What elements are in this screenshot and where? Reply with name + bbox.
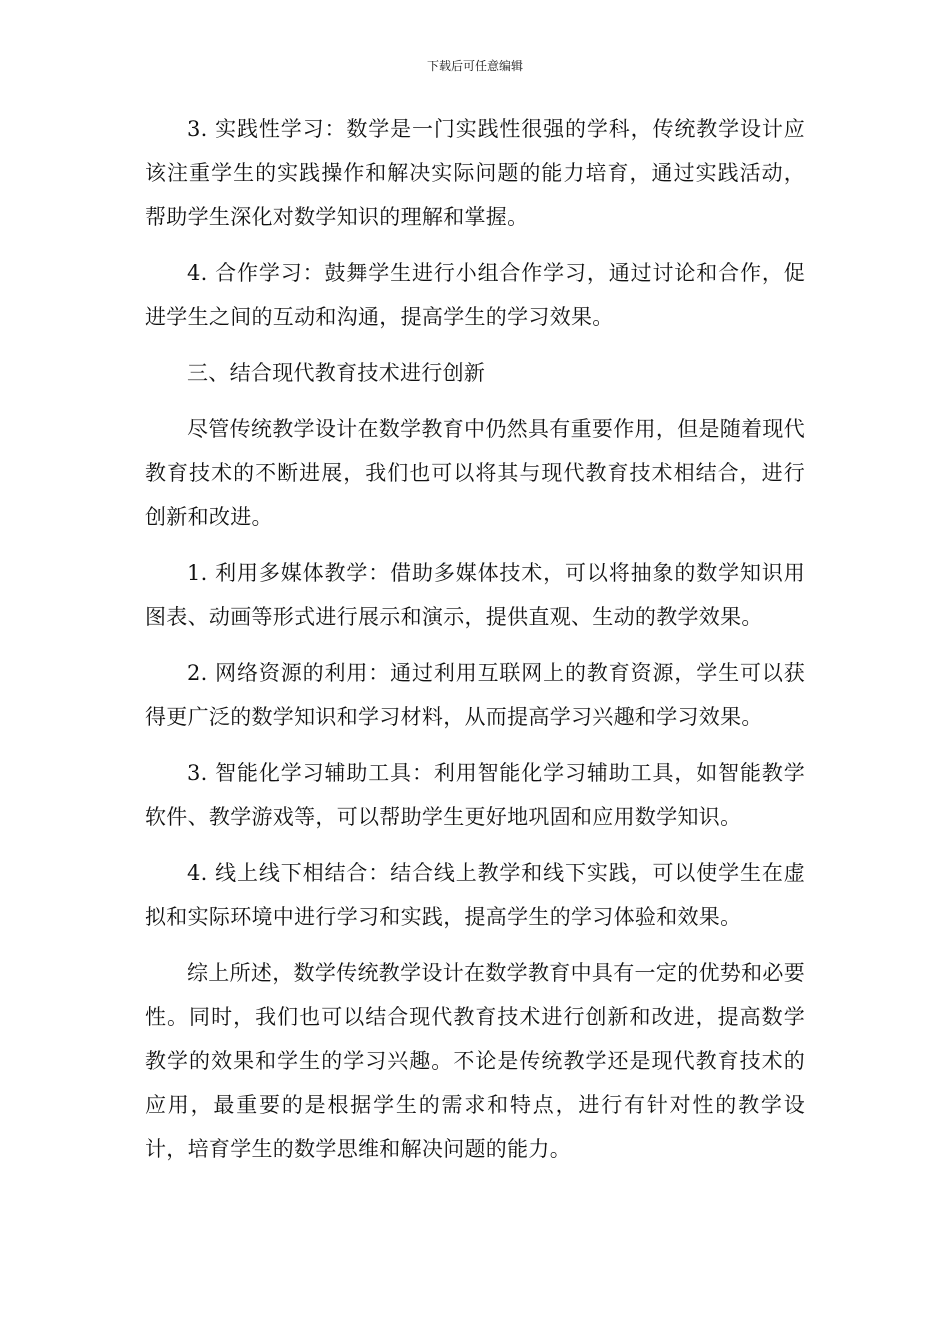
page-header-note: 下载后可任意编辑 bbox=[426, 59, 523, 73]
paragraph-smart-tools: 3. 智能化学习辅助工具：利用智能化学习辅助工具，如智能教学软件、教学游戏等，可以帮助学生更好地巩固和应用数学知识。 bbox=[145, 761, 805, 829]
document-body bbox=[145, 107, 805, 1183]
paragraph-cooperative-learning: 4. 合作学习：鼓舞学生进行小组合作学习，通过讨论和合作，促进学生之间的互动和沟通，提高学生的学习效果。 bbox=[145, 261, 805, 329]
paragraph-network-resources: 2. 网络资源的利用：通过利用互联网上的教育资源，学生可以获得更广泛的数学知识和学习材料，从而提高学习兴趣和学习效果。 bbox=[145, 661, 805, 729]
paragraph-multimedia: 1. 利用多媒体教学：借助多媒体技术，可以将抽象的数学知识用图表、动画等形式进行展示和演示，提供直观、生动的教学效果。 bbox=[145, 561, 805, 629]
section-heading-innovation: 三、结合现代教育技术进行创新 bbox=[187, 361, 486, 385]
paragraph-conclusion: 综上所述，数学传统教学设计在数学教育中具有一定的优势和必要性。同时，我们也可以结合现代教育技术进行创新和改进，提高数学教学的效果和学生的学习兴趣。不论是传统教学还是现代教育技术的应用，最重要的是根据学生的需求和特点，进行有针对性的教学设计，培育学生的数学思维和解决问题的能力。 bbox=[145, 961, 805, 1161]
paragraph-practical-learning: 3. 实践性学习：数学是一门实践性很强的学科，传统教学设计应该注重学生的实践操作和解决实际问题的能力培育，通过实践活动，帮助学生深化对数学知识的理解和掌握。 bbox=[145, 117, 805, 229]
paragraph-innovation-intro: 尽管传统教学设计在数学教育中仍然具有重要作用，但是随着现代教育技术的不断进展，我们也可以将其与现代教育技术相结合，进行创新和改进。 bbox=[145, 417, 805, 529]
paragraph-online-offline: 4. 线上线下相结合：结合线上教学和线下实践，可以使学生在虚拟和实际环境中进行学习和实践，提高学生的学习体验和效果。 bbox=[145, 861, 805, 929]
